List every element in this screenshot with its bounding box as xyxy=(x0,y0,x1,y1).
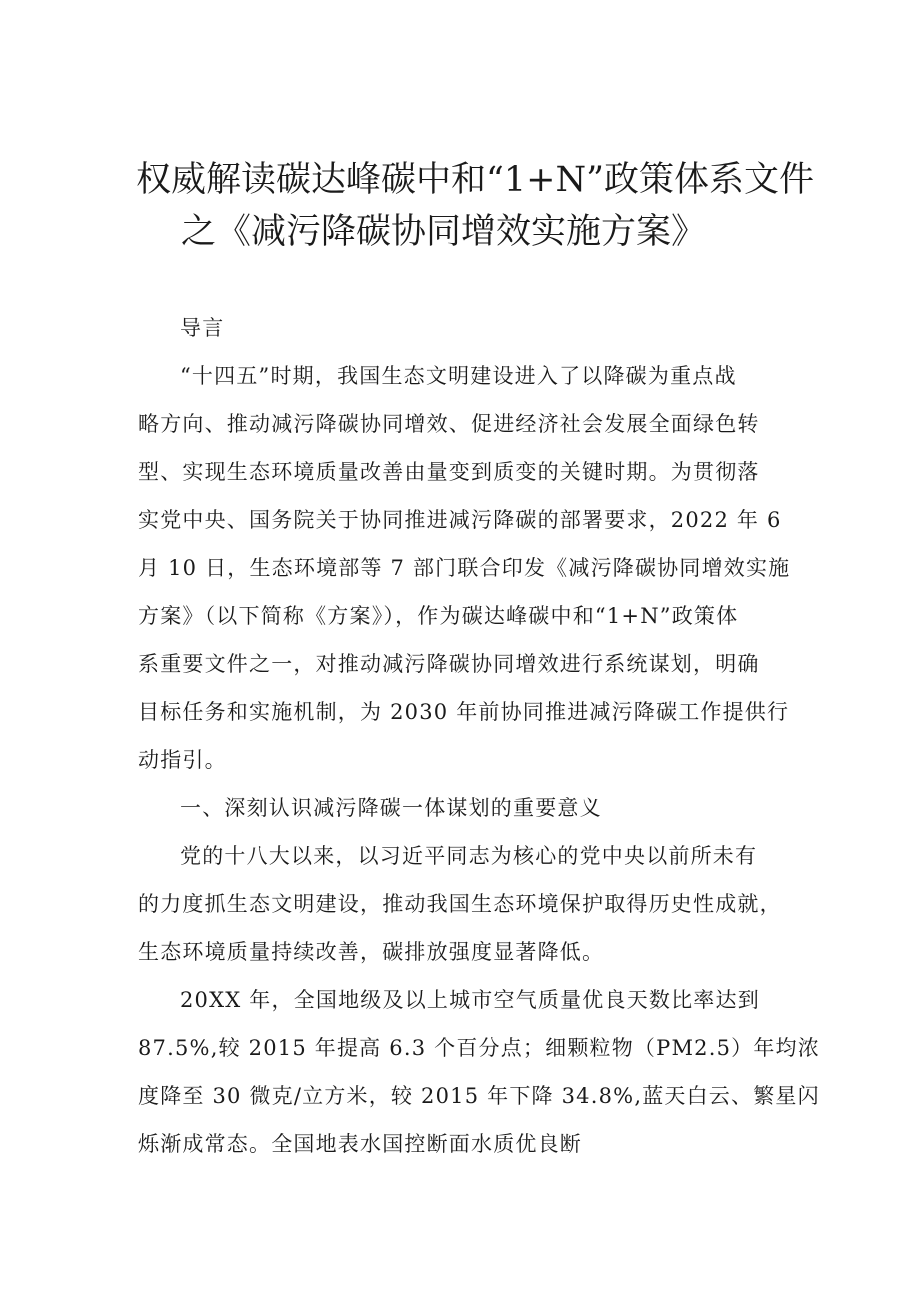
paragraph-line: 党的十八大以来，以习近平同志为核心的党中央以前所未有 xyxy=(180,844,758,868)
paragraph-line: 动指引。 xyxy=(138,748,227,772)
document-title-line-1: 权威解读碳达峰碳中和“1+N”政策体系文件 xyxy=(136,160,815,200)
paragraph-line: 烁渐成常态。全国地表水国控断面水质优良断 xyxy=(138,1132,582,1156)
paragraph-line: 系重要文件之一，对推动减污降碳协同增效进行系统谋划，明确 xyxy=(138,652,760,676)
paragraph-line: 20XX 年，全国地级及以上城市空气质量优良天数比率达到 xyxy=(180,988,760,1012)
paragraph-line: 方案》（以下简称《方案》），作为碳达峰碳中和“1+N”政策体 xyxy=(138,604,739,628)
paragraph-line: 略方向、推动减污降碳协同增效、促进经济社会发展全面绿色转 xyxy=(138,412,760,436)
paragraph-line: 月 10 日，生态环境部等 7 部门联合印发《减污降碳协同增效实施 xyxy=(138,556,791,580)
paragraph-line: “十四五”时期，我国生态文明建设进入了以降碳为重点战 xyxy=(180,364,737,388)
paragraph-line: 目标任务和实施机制，为 2030 年前协同推进减污降碳工作提供行 xyxy=(138,700,790,724)
paragraph-line: 的力度抓生态文明建设，推动我国生态环境保护取得历史性成就， xyxy=(138,892,782,916)
paragraph-line: 生态环境质量持续改善，碳排放强度显著降低。 xyxy=(138,940,605,964)
section-heading-1: 一、深刻认识减污降碳一体谋划的重要意义 xyxy=(180,796,602,820)
paragraph-line: 87.5%,较 2015 年提高 6.3 个百分点；细颗粒物（PM2.5）年均浓 xyxy=(138,1036,820,1060)
section-heading-intro: 导言 xyxy=(180,316,225,340)
paragraph-line: 型、实现生态环境质量改善由量变到质变的关键时期。为贯彻落 xyxy=(138,460,760,484)
document-title-line-2: 之《减污降碳协同增效实施方案》 xyxy=(181,212,707,252)
paragraph-line: 实党中央、国务院关于协同推进减污降碳的部署要求，2022 年 6 xyxy=(138,508,782,532)
paragraph-line: 度降至 30 微克/立方米，较 2015 年下降 34.8%,蓝天白云、繁星闪 xyxy=(138,1084,820,1108)
